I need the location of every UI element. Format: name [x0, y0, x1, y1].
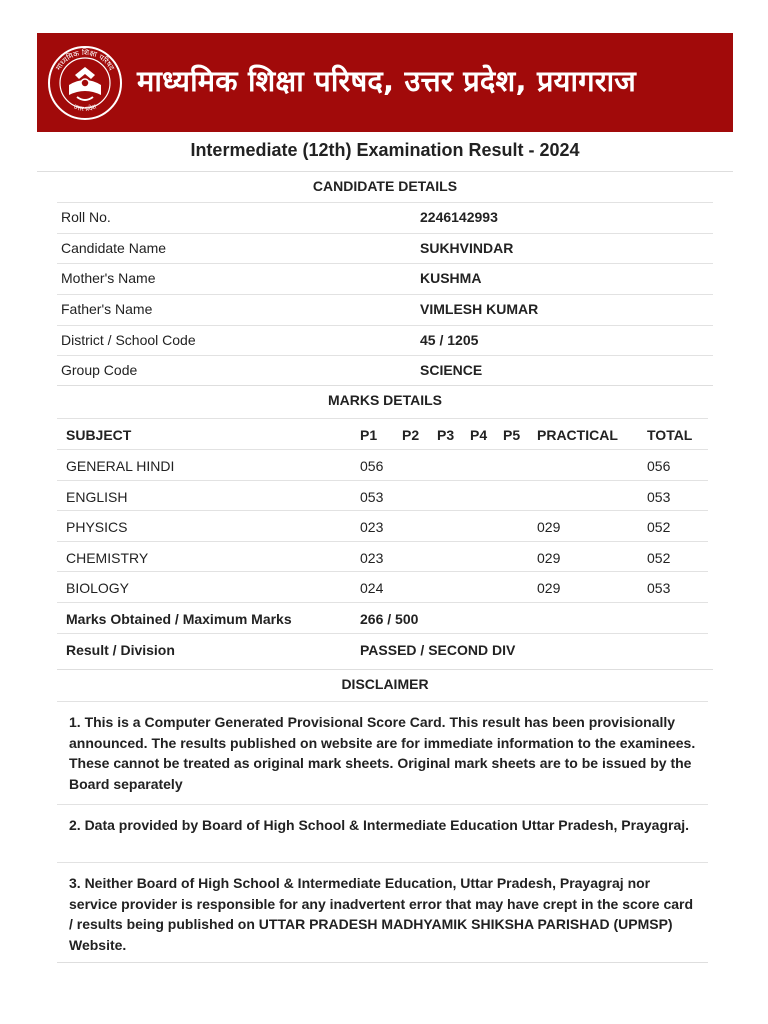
divider — [57, 669, 713, 670]
subject-cell: BIOLOGY — [66, 580, 130, 596]
district-label: District / School Code — [61, 332, 196, 348]
marks-obtained-value: 266 / 500 — [360, 611, 419, 627]
divider — [37, 171, 733, 172]
disclaimer-item: 1. This is a Computer Generated Provisional Score Card. This result has been provisionally announced. The results published on website are for immediate information to the examinees. These cannot be treated as original mark sheets. Original mark sheets are to be issued by the Board separately — [57, 701, 708, 804]
subject-cell: GENERAL HINDI — [66, 458, 175, 474]
board-title: माध्यमिक शिक्षा परिषद, उत्तर प्रदेश, प्रयागराज — [137, 64, 637, 98]
result-label: Result / Division — [66, 642, 175, 658]
marks-details-heading: MARKS DETAILS — [327, 392, 443, 408]
practical-cell: 029 — [537, 580, 561, 596]
mother-label: Mother's Name — [61, 270, 156, 286]
divider — [57, 385, 713, 386]
col-p2: P2 — [402, 427, 420, 443]
marks-obtained-row — [57, 602, 708, 633]
p1-cell: 024 — [360, 580, 384, 596]
marks-obtained-label: Marks Obtained / Maximum Marks — [66, 611, 292, 627]
col-practical: PRACTICAL — [537, 427, 618, 443]
roll-label: Roll No. — [61, 209, 111, 225]
candidate-details-heading: CANDIDATE DETAILS — [312, 178, 458, 194]
emblem-bottom-text: उत्तर प्रदेश — [72, 102, 98, 114]
exam-title: Intermediate (12th) Examination Result - 2024 — [190, 140, 580, 160]
result-value: PASSED / SECOND DIV — [360, 642, 516, 658]
subject-cell: PHYSICS — [66, 519, 128, 535]
candidate-row-roll — [57, 202, 713, 232]
table-row — [57, 510, 708, 541]
result-row — [57, 633, 708, 664]
total-cell: 053 — [647, 489, 671, 505]
district-value: 45 / 1205 — [420, 332, 479, 348]
name-label: Candidate Name — [61, 240, 167, 256]
col-subject: SUBJECT — [66, 427, 132, 443]
practical-cell: 029 — [537, 550, 561, 566]
father-value: VIMLESH KUMAR — [420, 301, 539, 317]
group-label: Group Code — [61, 362, 138, 378]
practical-cell: 029 — [537, 519, 561, 535]
board-emblem-icon — [47, 45, 123, 121]
table-row — [57, 449, 708, 480]
father-label: Father's Name — [61, 301, 153, 317]
p1-cell: 023 — [360, 550, 384, 566]
candidate-row-district — [57, 325, 713, 355]
col-p4: P4 — [470, 427, 488, 443]
col-total: TOTAL — [647, 427, 693, 443]
subject-cell: CHEMISTRY — [66, 550, 149, 566]
candidate-row-father — [57, 294, 713, 324]
total-cell: 056 — [647, 458, 671, 474]
subject-cell: ENGLISH — [66, 489, 128, 505]
table-row — [57, 541, 708, 572]
candidate-row-mother — [57, 263, 713, 293]
group-value: SCIENCE — [420, 362, 483, 378]
marks-header-row — [57, 418, 708, 449]
disclaimer-item: 3. Neither Board of High School & Intermediate Education, Uttar Pradesh, Prayagraj nor service provider is responsible for any inadvertent error that may have crept in the score card / results being published on UTTAR PRADESH MADHYAMIK SHIKSHA PARISHAD (UPMSP) Website. — [57, 862, 708, 962]
roll-value: 2246142993 — [420, 209, 498, 225]
col-p1: P1 — [360, 427, 378, 443]
p1-cell: 056 — [360, 458, 384, 474]
table-row — [57, 571, 708, 602]
divider — [57, 962, 708, 963]
name-value: SUKHVINDAR — [420, 240, 514, 256]
total-cell: 052 — [647, 550, 671, 566]
mother-value: KUSHMA — [420, 270, 482, 286]
disclaimer-item: 2. Data provided by Board of High School & Intermediate Education Uttar Pradesh, Prayagraj. — [57, 804, 708, 862]
disclaimer-heading: DISCLAIMER — [341, 676, 429, 692]
col-p3: P3 — [437, 427, 455, 443]
total-cell: 053 — [647, 580, 671, 596]
emblem-top-text: माध्यमिक शिक्षा परिषद — [53, 47, 117, 72]
table-row — [57, 480, 708, 511]
p1-cell: 023 — [360, 519, 384, 535]
total-cell: 052 — [647, 519, 671, 535]
header-banner — [37, 33, 733, 132]
col-p5: P5 — [503, 427, 521, 443]
svg-text:उत्तर प्रदेश — [72, 102, 98, 113]
candidate-row-name — [57, 233, 713, 263]
p1-cell: 053 — [360, 489, 384, 505]
candidate-row-group — [57, 355, 713, 385]
